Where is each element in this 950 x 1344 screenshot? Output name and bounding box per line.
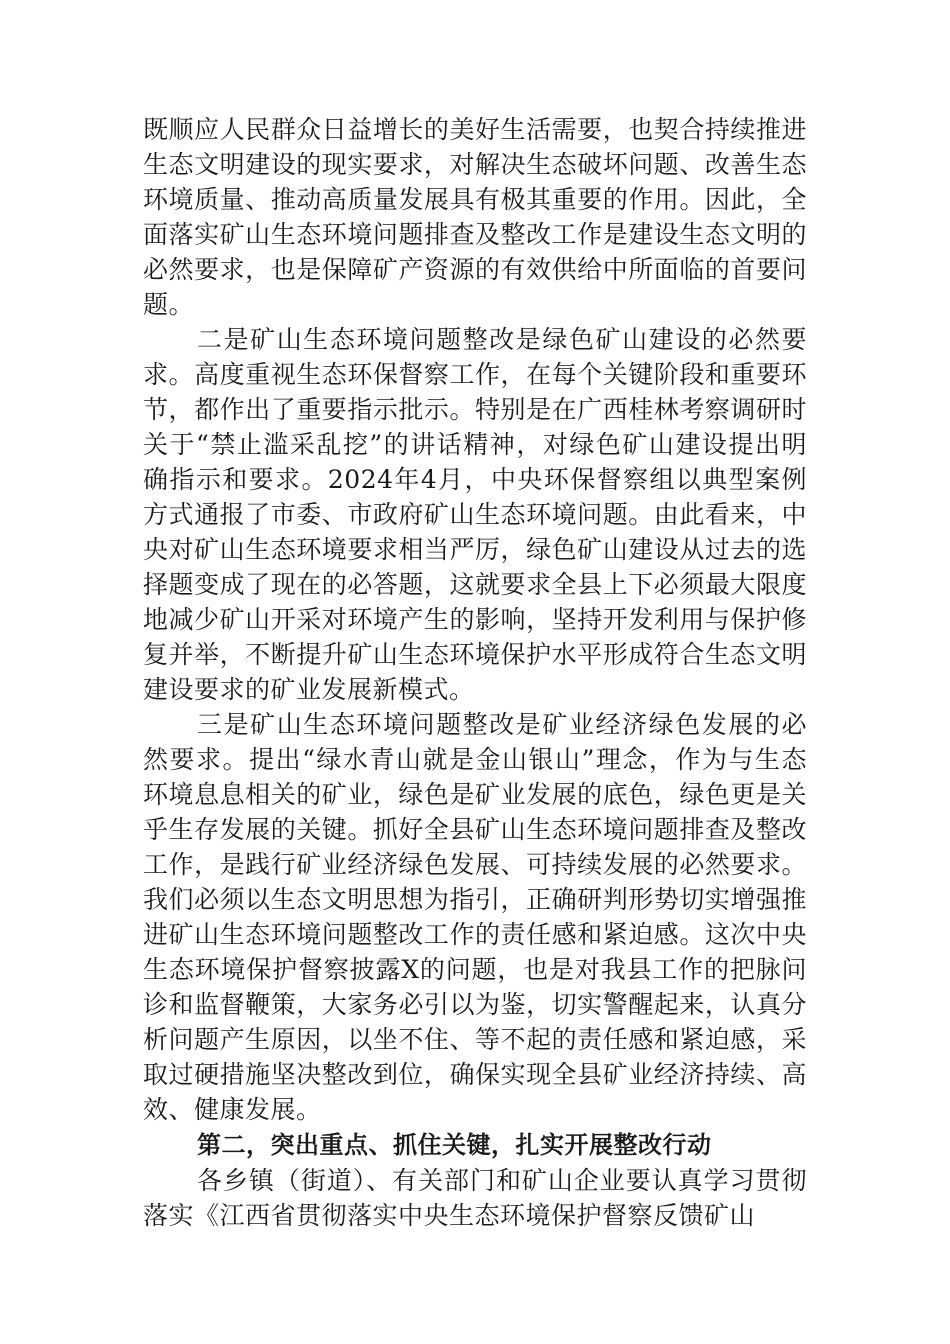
paragraph-continuation: 既顺应人民群众日益增长的美好生活需要，也契合持续推进生态文明建设的现实要求，对解决生态破坏问题、改善生态环境质量、推动高质量发展具有极其重要的作用。因此，全面落实矿山生态环境问题排查及整改工作是建设生态文明的必然要求，也是保障矿产资源的有效供给中所面临的首要问题。 [143, 115, 807, 319]
section-heading: 第二，突出重点、抓住关键，扎实开展整改行动 [197, 1131, 712, 1159]
paragraph-green-mine-construction: 二是矿山生态环境问题整改是绿色矿山建设的必然要求。高度重视生态环保督察工作，在每个关键阶段和重要环节，都作出了重要指示批示。特别是在广西桂林考察调研时关于“禁止滥采乱挖”的讲话精神，对绿色矿山建设提出明确指示和要求。2024年4月，中央环保督察组以典型案例方式通报了市委、市政府矿山生态环境问题。由此看来，中央对矿山生态环境要求相当严厉，绿色矿山建设从过去的选择题变成了现在的必答题，这就要求全县上下必须最大限度地减少矿山开采对环境产生的影响，坚持开发利用与保护修复并举，不断提升矿山生态环境保护水平形成符合生态文明建设要求的矿业发展新模式。 [143, 325, 807, 704]
document-body [143, 112, 807, 1233]
paragraph-green-mining-economy: 三是矿山生态环境问题整改是矿业经济绿色发展的必然要求。提出“绿水青山就是金山银山”理念，作为与生态环境息息相关的矿业，绿色是矿业发展的底色，绿色更是关乎生存发展的关键。抓好全县矿山生态环境问题排查及整改工作，是践行矿业经济绿色发展、可持续发展的必然要求。我们必须以生态文明思想为指引，正确研判形势切实增强推进矿山生态环境问题整改工作的责任感和紧迫感。这次中央生态环境保护督察披露X的问题，也是对我县工作的把脉问诊和监督鞭策，大家务必引以为鉴，切实警醒起来，认真分析问题产生原因，以坐不住、等不起的责任感和紧迫感，采取过硬措施坚决整改到位，确保实现全县矿业经济持续、高效、健康发展。 [143, 710, 807, 1124]
paragraph-rectification-action: 各乡镇（街道）、有关部门和矿山企业要认真学习贯彻落实《江西省贯彻落实中央生态环境保护督察反馈矿山 [143, 1166, 807, 1230]
